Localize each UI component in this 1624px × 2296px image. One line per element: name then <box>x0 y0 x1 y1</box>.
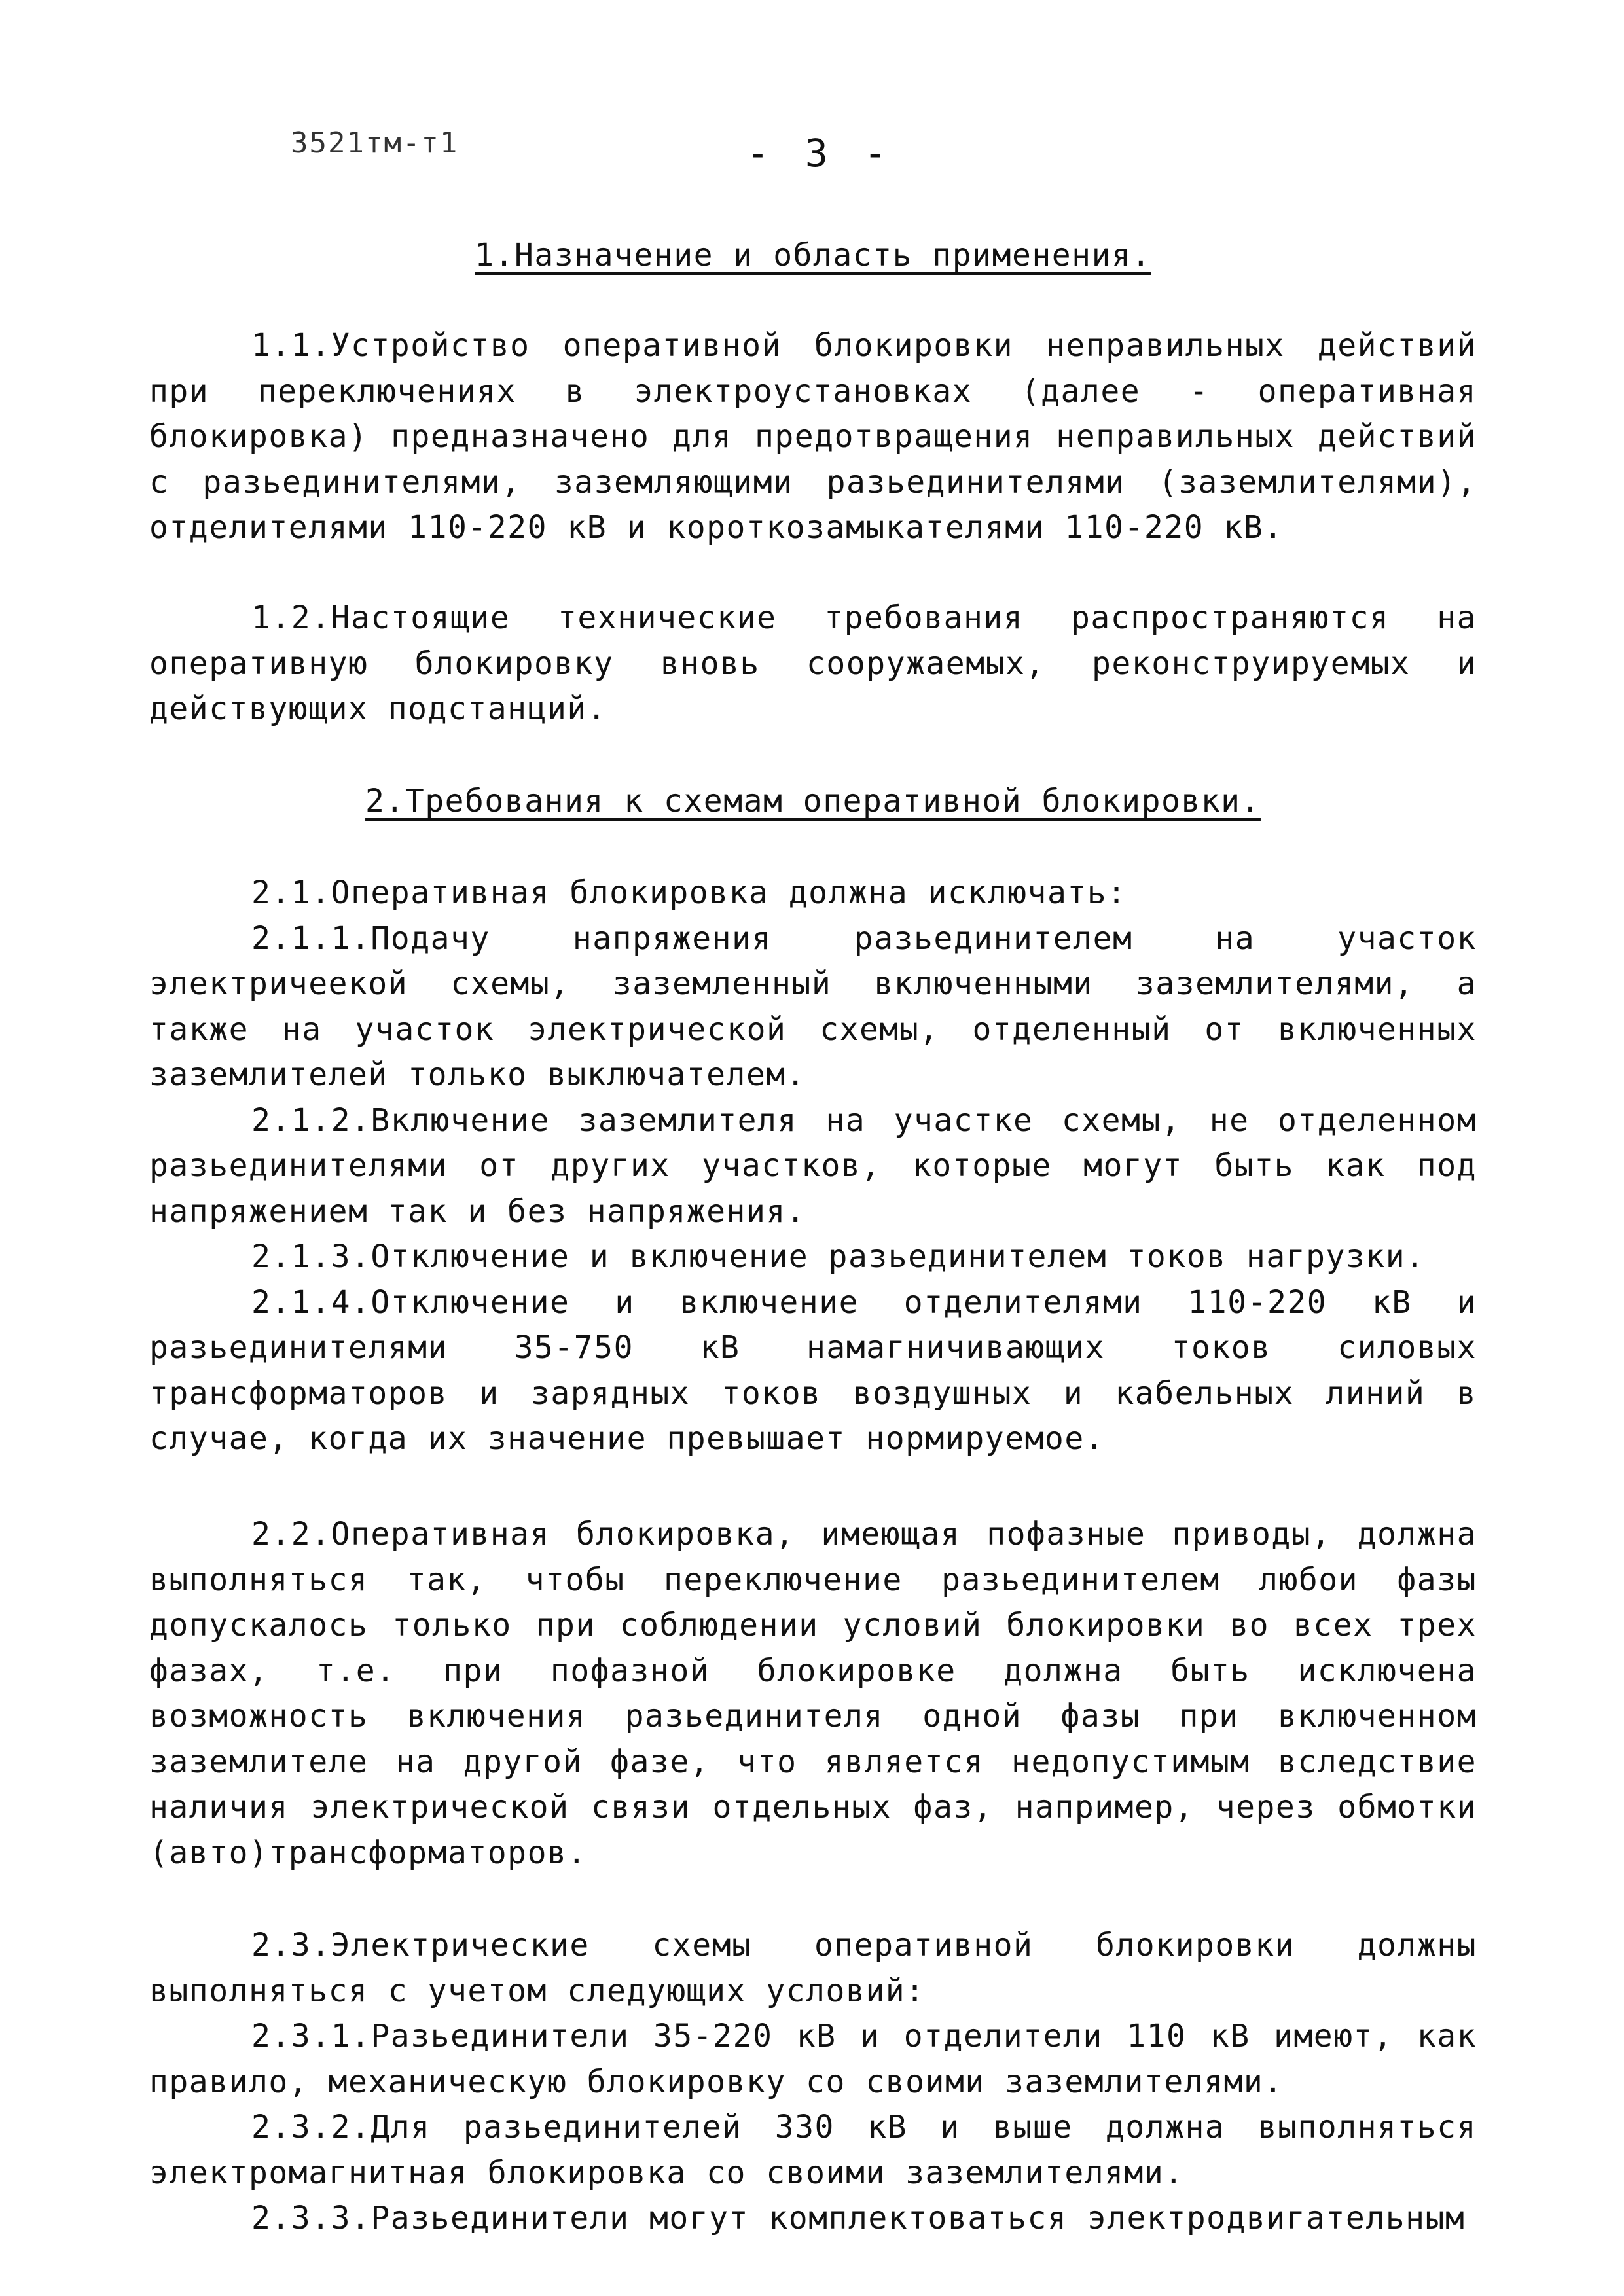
paragraph-2-1-2: 2.1.2.Включение заземлителя на участке схемы, не отделенном разьединителями от других участков, которые могут быть как под напряжением так и без напряжения. <box>149 1102 1477 1230</box>
page-number: - 3 - <box>746 131 893 175</box>
paragraph-1-1-text: 1.1.Устройство оперативной блокировки неправильных действий при переключениях в электроустановках (далее - оперативная блокировка) предназначено для предотвращения неправильных действий с разьединителями, заземляющими разьединителями (заземлителями), отделителями 110-220 кВ и короткозамыкателями 110-220 кВ. <box>149 327 1477 546</box>
paragraph-2-3: 2.3.Электрические схемы оперативной блокировки должны выполняться с учетом следующих условий: <box>149 1927 1477 2009</box>
paragraph-2-1: 2.1.Оперативная блокировка должна исключать: <box>251 874 1127 911</box>
paragraph-2-1-4: 2.1.4.Отключение и включение отделителями 110-220 кВ и разьединителями 35-750 кВ намагничивающих токов силовых трансформаторов и зарядных токов воздушных и кабельных линий в случае, когда их значение превышает нормируемое. <box>149 1283 1477 1457</box>
section-1-heading: 1.Назначение и область применения. <box>475 237 1151 274</box>
paragraph-2-1-3: 2.1.3.Отключение и включение разьединителем токов нагрузки. <box>251 1238 1426 1275</box>
paragraph-2-2 <box>149 1512 1477 1876</box>
document-code: 3521тм-т1 <box>291 126 459 160</box>
paragraph-2-3-block <box>149 1923 1477 2242</box>
paragraph-2-3-2: 2.3.2.Для разьединителей 330 кВ и выше должна выполняться электромагнитная блокировка со своими заземлителями. <box>149 2109 1477 2191</box>
section-2-heading: 2.Требования к схемам оперативной блокировки. <box>365 783 1261 819</box>
paragraph-1-2-text: 1.2.Настоящие технические требования распространяются на оперативную блокировку вновь сооружаемых, реконструируемых и действующих подстанций. <box>149 600 1477 727</box>
paragraph-2-3-3: 2.3.3.Разьединители могут комплектоваться электродвигательным <box>251 2200 1466 2236</box>
paragraph-1-1 <box>149 323 1477 551</box>
paragraph-2-3-1: 2.3.1.Разьединители 35-220 кВ и отделители 110 кВ имеют, как правило, механическую блокировку со своими заземлителями. <box>149 2018 1477 2100</box>
section-2-body <box>149 870 1477 1462</box>
paragraph-2-2-text: 2.2.Оперативная блокировка, имеющая пофазные приводы, должна выполняться так, чтобы переключение разьединителем любои фазы допускалось только при соблюдении условий блокировки во всех трех фазах, т.е. при пофазной блокировке должна быть исключена возможность включения разьединителя одной фазы при включенном заземлителе на другой фазе, что является недопустимым вследствие наличия электрической связи отдельных фаз, например, через обмотки (авто)трансформаторов. <box>149 1516 1477 1871</box>
paragraph-1-2 <box>149 596 1477 732</box>
paragraph-2-1-1: 2.1.1.Подачу напряжения разьединителем на участок электричеекой схемы, заземленный включенными заземлителями, а также на участок электрической схемы, отделенный от включенных заземлителей только выключателем. <box>149 920 1477 1093</box>
